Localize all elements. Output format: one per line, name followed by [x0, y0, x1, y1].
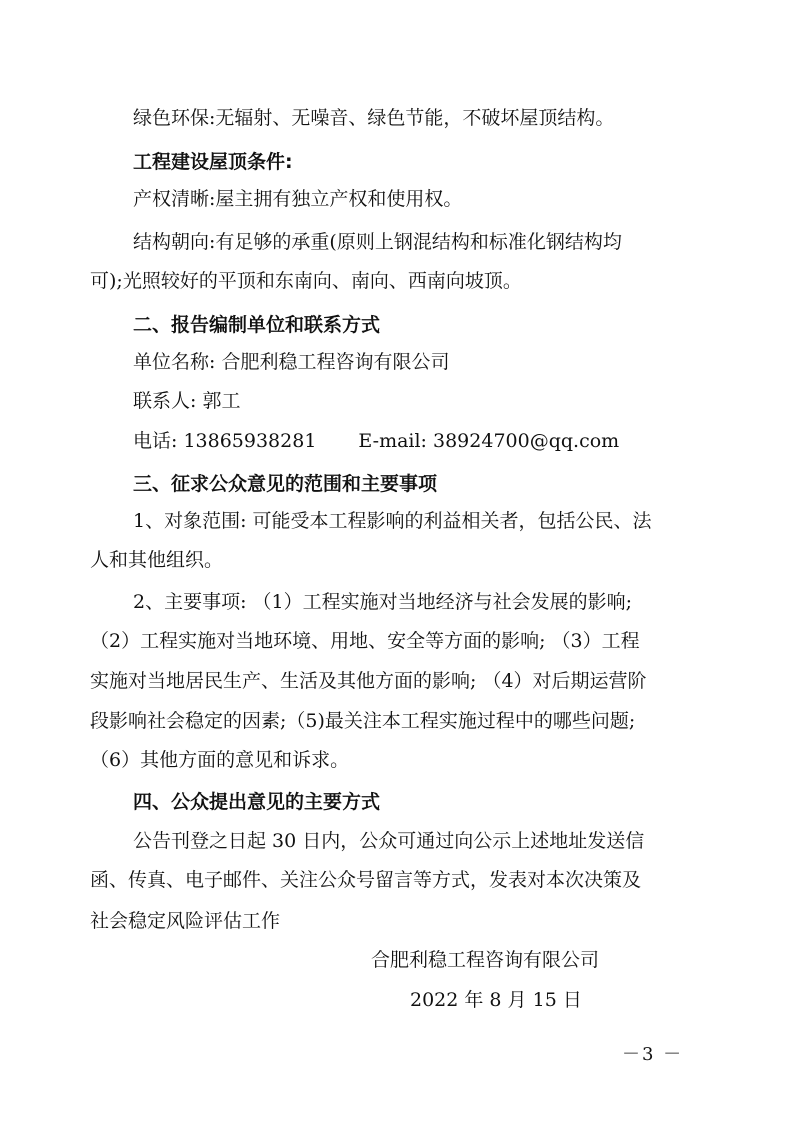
paragraph-property-rights: 产权清晰:屋主拥有独立产权和使用权。 [133, 188, 463, 210]
paragraph-structure-line2: 可);光照较好的平顶和东南向、南向、西南向坡顶。 [90, 270, 522, 292]
paragraph-matters-line4: 段影响社会稳定的因素;（5)最关注本工程实施过程中的哪些问题; [90, 710, 636, 732]
paragraph-phone-email [133, 426, 753, 456]
section-heading-2: 二、报告编制单位和联系方式 [133, 314, 381, 336]
paragraph-structure-line1: 结构朝向:有足够的承重(原则上钢混结构和标准化钢结构均 [133, 231, 622, 253]
paragraph-scope-line1: 1、对象范围: 可能受本工程影响的利益相关者，包括公民、法 [133, 510, 652, 532]
paragraph-matters-line5: （6）其他方面的意见和诉求。 [90, 749, 350, 771]
heading-roof-conditions: 工程建设屋顶条件: [133, 151, 293, 173]
section-heading-4: 四、公众提出意见的主要方式 [133, 791, 381, 813]
paragraph-green-env: 绿色环保:无辐射、无噪音、绿色节能，不破坏屋顶结构。 [133, 107, 615, 129]
section-heading-3: 三、征求公众意见的范围和主要事项 [133, 473, 438, 495]
paragraph-method-line2: 函、传真、电子邮件、关注公众号留言等方式，发表对本次决策及 [90, 869, 642, 891]
paragraph-contact-person: 联系人: 郭工 [133, 390, 241, 412]
phone-text: 电话: 13865938281 [133, 430, 317, 452]
paragraph-scope-line2: 人和其他组织。 [90, 549, 224, 571]
page-number: －3 － [622, 1044, 684, 1065]
paragraph-method-line1: 公告刊登之日起 30 日内，公众可通过向公示上述地址发送信 [133, 830, 645, 852]
email-text: E-mail: 38924700@qq.com [358, 430, 620, 452]
paragraph-matters-line3: 实施对当地居民生产、生活及其他方面的影响; （4）对后期运营阶 [90, 670, 647, 692]
paragraph-matters-line2: （2）工程实施对当地环境、用地、安全等方面的影响; （3）工程 [90, 630, 640, 652]
paragraph-unit-name: 单位名称: 合肥利稳工程咨询有限公司 [133, 351, 450, 373]
signature-date: 2022 年 8 月 15 日 [410, 989, 582, 1011]
signature-company: 合肥利稳工程咨询有限公司 [371, 949, 600, 971]
paragraph-matters-line1: 2、主要事项: （1）工程实施对当地经济与社会发展的影响; [133, 591, 633, 613]
paragraph-method-line3: 社会稳定风险评估工作 [90, 910, 281, 932]
